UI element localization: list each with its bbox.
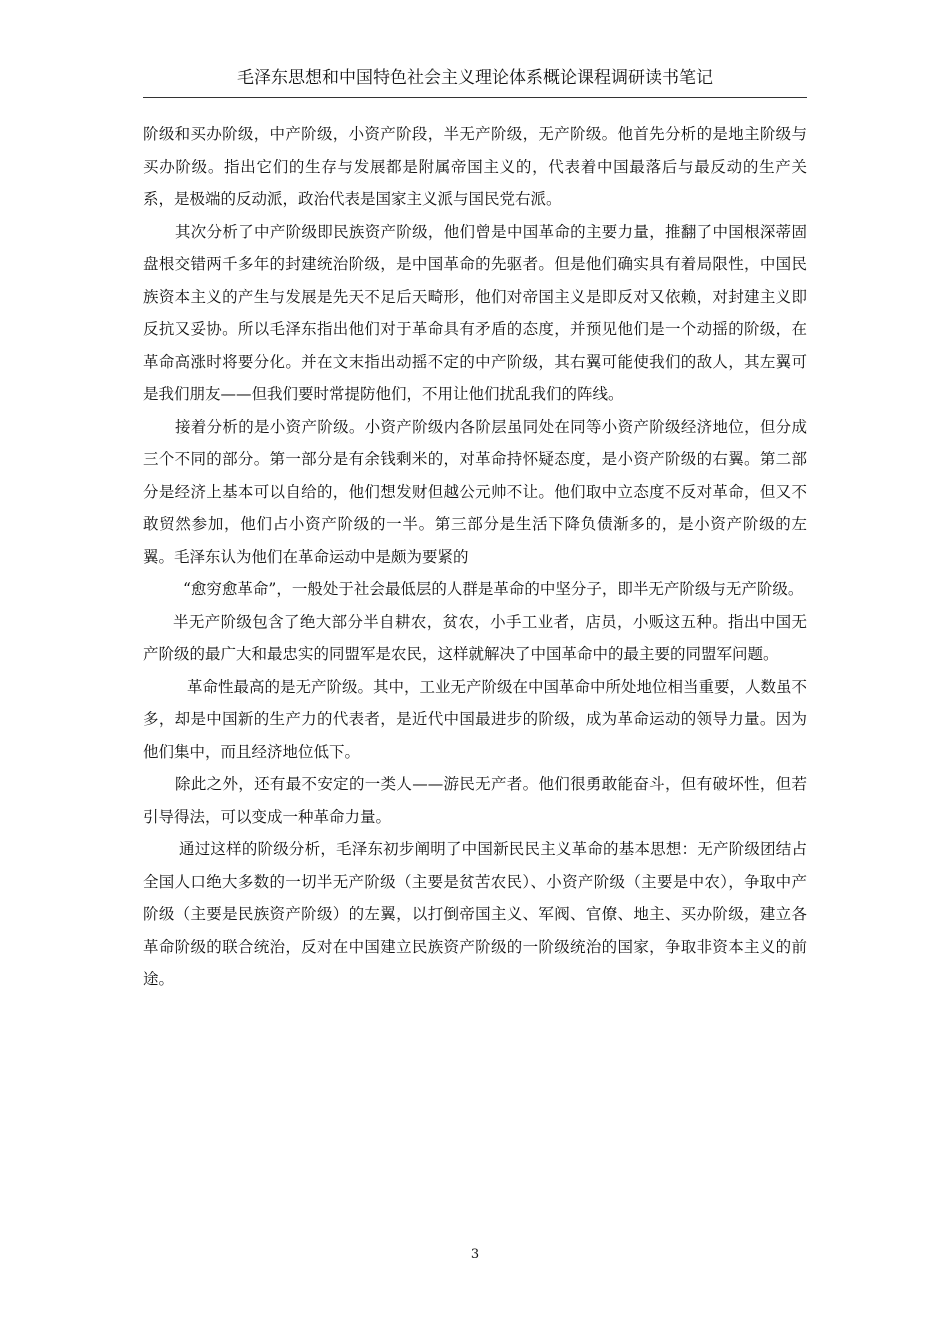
running-header: 毛泽东思想和中国特色社会主义理论体系概论课程调研读书笔记: [237, 68, 713, 88]
paragraph: 其次分析了中产阶级即民族资产阶级，他们曾是中国革命的主要力量，推翻了中国根深蒂固盘根交错两千多年的封建统治阶级，是中国革命的先驱者。但是他们确实具有着局限性，中国民族资本主义的产生与发展是先天不足后天畸形，他们对帝国主义是即反对又依赖，对封建主义即反抗又妥协。所以毛泽东指出他们对于革命具有矛盾的态度，并预见他们是一个动摇的阶级，在革命高涨时将要分化。并在文末指出动摇不定的中产阶级，其右翼可能使我们的敌人，其左翼可是我们朋友——但我们要时常提防他们，不用让他们扰乱我们的阵线。: [143, 222, 807, 403]
paragraph: 阶级和买办阶级，中产阶级，小资产阶段，半无产阶级，无产阶级。他首先分析的是地主阶级与买办阶级。指出它们的生存与发展都是附属帝国主义的，代表着中国最落后与最反动的生产关系，是极端的反动派，政治代表是国家主义派与国民党右派。: [143, 125, 807, 208]
paragraph: 半无产阶级包含了绝大部分半自耕农，贫农，小手工业者，店员，小贩这五种。指出中国无产阶级的最广大和最忠实的同盟军是农民，这样就解决了中国革命中的最主要的同盟军问题。: [143, 612, 807, 663]
header-divider: [143, 97, 807, 98]
paragraph: 接着分析的是小资产阶级。小资产阶级内各阶层虽同处在同等小资产阶级经济地位，但分成三个不同的部分。第一部分是有余钱剩米的，对革命持怀疑态度，是小资产阶级的右翼。第二部分是经济上基本可以自给的，他们想发财但越公元帅不让。他们取中立态度不反对革命，但又不敢贸然参加，他们占小资产阶级的一半。第三部分是生活下降负债渐多的，是小资产阶级的左翼。毛泽东认为他们在革命运动中是颇为要紧的: [143, 417, 807, 566]
paragraph: 除此之外，还有最不安定的一类人——游民无产者。他们很勇敢能奋斗，但有破坏性，但若引导得法，可以变成一种革命力量。: [143, 775, 807, 826]
body-text: [143, 118, 807, 996]
paragraph: “愈穷愈革命”，一般处于社会最低层的人群是革命的中坚分子，即半无产阶级与无产阶级。: [183, 580, 804, 598]
paragraph: 通过这样的阶级分析，毛泽东初步阐明了中国新民民主义革命的基本思想：无产阶级团结占全国人口绝大多数的一切半无产阶级（主要是贫苦农民）、小资产阶级（主要是中农），争取中产阶级（主要是民族资产阶级）的左翼，以打倒帝国主义、军阀、官僚、地主、买办阶级，建立各革命阶级的联合统治，反对在中国建立民族资产阶级的一阶级统治的国家，争取非资本主义的前途。: [143, 840, 807, 988]
page-number: 3: [470, 1247, 480, 1262]
paragraph: 革命性最高的是无产阶级。其中，工业无产阶级在中国革命中所处地位相当重要，人数虽不多，却是中国新的生产力的代表者，是近代中国最进步的阶级，成为革命运动的领导力量。因为他们集中，而且经济地位低下。: [143, 677, 808, 761]
